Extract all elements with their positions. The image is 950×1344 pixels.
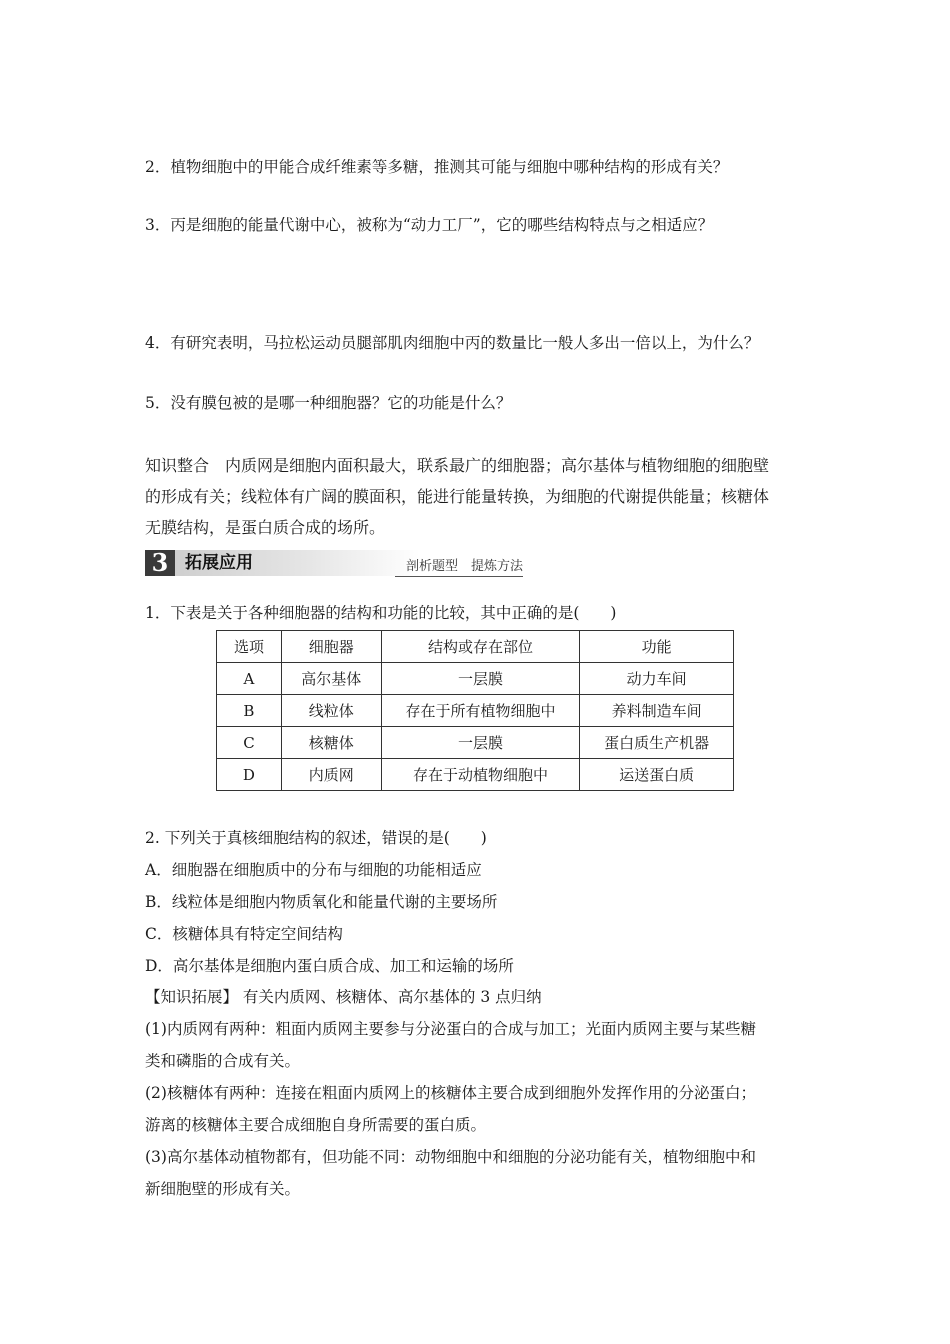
table-cell: 一层膜 (381, 663, 580, 695)
organelle-comparison-table (216, 630, 734, 791)
q2-option-d: D．高尔基体是细胞内蛋白质合成、加工和运输的场所 (145, 957, 514, 975)
table-header-row (217, 631, 734, 663)
question-2-text: 2．植物细胞中的甲能合成纤维素等多糖，推测其可能与细胞中哪种结构的形成有关？ (145, 158, 729, 176)
table-cell: C (217, 727, 282, 759)
table-cell: 存在于所有植物细胞中 (381, 695, 580, 727)
table-cell: 高尔基体 (281, 663, 381, 695)
table-cell: 蛋白质生产机器 (580, 727, 734, 759)
table-cell: B (217, 695, 282, 727)
table-header-cell: 功能 (580, 631, 734, 663)
extension-line: (2)核糖体有两种：连接在粗面内质网上的核糖体主要合成到细胞外发挥作用的分泌蛋白； (145, 1084, 756, 1102)
extension-line: (1)内质网有两种：粗面内质网主要参与分泌蛋白的合成与加工；光面内质网主要与某些糖 (145, 1020, 756, 1038)
table-cell: 存在于动植物细胞中 (381, 759, 580, 791)
q2-option-c: C．核糖体具有特定空间结构 (145, 925, 343, 943)
extension-line: (3)高尔基体动植物都有，但功能不同：动物细胞中和细胞的分泌功能有关，植物细胞中和 (145, 1148, 756, 1166)
q2-option-a: A．细胞器在细胞质中的分布与细胞的功能相适应 (145, 861, 482, 879)
section-banner (145, 548, 525, 578)
knowledge-integration-line: 无膜结构，是蛋白质合成的场所。 (145, 518, 386, 537)
table-header-cell: 细胞器 (281, 631, 381, 663)
extension-line: 新细胞壁的形成有关。 (145, 1180, 301, 1198)
table-row (217, 759, 734, 791)
question-5-text: 5．没有膜包被的是哪一种细胞器？它的功能是什么？ (145, 394, 512, 412)
knowledge-integration-line: 的形成有关；线粒体有广阔的膜面积，能进行能量转换，为细胞的代谢提供能量；核糖体 (145, 487, 770, 506)
q2-text: 2. 下列关于真核细胞结构的叙述，错误的是( ) (145, 829, 487, 847)
table-row (217, 695, 734, 727)
table-cell: 运送蛋白质 (580, 759, 734, 791)
table-row (217, 727, 734, 759)
table-cell: 养料制造车间 (580, 695, 734, 727)
table-header-cell: 结构或存在部位 (381, 631, 580, 663)
table-cell: 线粒体 (281, 695, 381, 727)
question-4-text: 4．有研究表明，马拉松运动员腿部肌肉细胞中丙的数量比一般人多出一倍以上，为什么？ (145, 334, 760, 352)
section-subtitle: 剖析题型 提炼方法 (405, 559, 523, 574)
table-cell: D (217, 759, 282, 791)
extension-heading: 【知识拓展】 有关内质网、核糖体、高尔基体的 3 点归纳 (145, 988, 542, 1006)
section-number: 3 (145, 550, 175, 576)
q1-text: 1．下表是关于各种细胞器的结构和功能的比较，其中正确的是( ) (145, 604, 617, 622)
table-cell: 核糖体 (281, 727, 381, 759)
q2-option-b: B．线粒体是细胞内物质氧化和能量代谢的主要场所 (145, 893, 498, 911)
question-3-text: 3．丙是细胞的能量代谢中心，被称为“动力工厂”，它的哪些结构特点与之相适应？ (145, 216, 714, 234)
table-cell: 动力车间 (580, 663, 734, 695)
table-row (217, 663, 734, 695)
table-cell: A (217, 663, 282, 695)
table-cell: 一层膜 (381, 727, 580, 759)
section-title: 拓展应用 (175, 550, 420, 576)
extension-line: 游离的核糖体主要合成细胞自身所需要的蛋白质。 (145, 1116, 487, 1134)
table-header-cell: 选项 (217, 631, 282, 663)
extension-line: 类和磷脂的合成有关。 (145, 1052, 301, 1070)
knowledge-integration-line: 知识整合 内质网是细胞内面积最大，联系最广的细胞器；高尔基体与植物细胞的细胞壁 (145, 456, 770, 475)
table-cell: 内质网 (281, 759, 381, 791)
section-underline (395, 576, 523, 577)
